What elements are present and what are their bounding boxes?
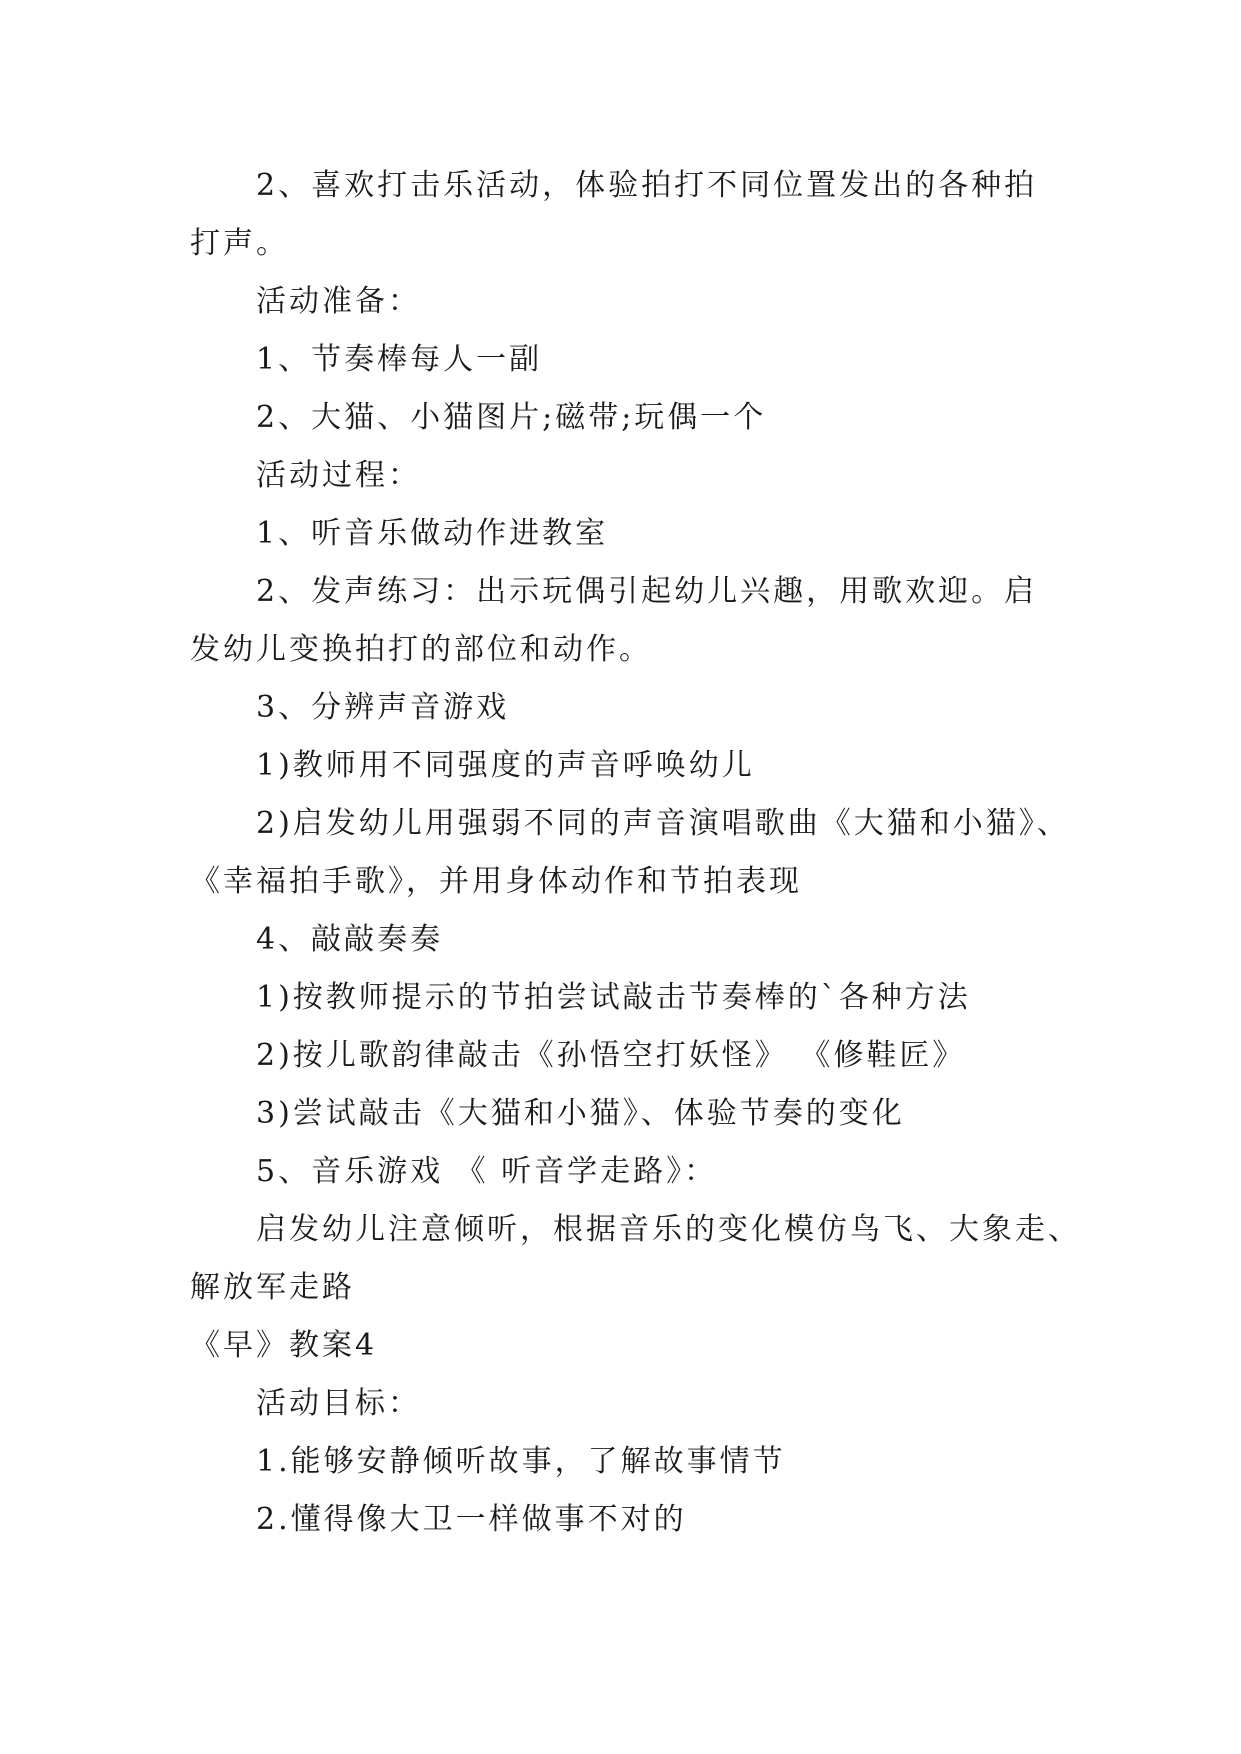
section-heading: 活动过程： xyxy=(256,458,421,493)
text-line: 发幼儿变换拍打的部位和动作。 xyxy=(190,632,652,667)
text-line: 1、节奏棒每人一副 xyxy=(256,342,543,377)
text-line: 5、音乐游戏 《 听音学走路》： xyxy=(256,1154,718,1189)
section-heading: 活动准备： xyxy=(256,284,421,319)
lesson-title: 《早》教案4 xyxy=(190,1328,378,1363)
text-line: 1、听音乐做动作进教室 xyxy=(256,516,609,551)
text-line: 打声。 xyxy=(190,226,289,261)
text-line: 1.能够安静倾听故事，了解故事情节 xyxy=(256,1444,786,1479)
section-heading: 活动目标： xyxy=(256,1386,421,1421)
text-line: 1)按教师提示的节拍尝试敲击节奏棒的`各种方法 xyxy=(256,980,971,1015)
text-line: 2、大猫、小猫图片;磁带;玩偶一个 xyxy=(256,400,767,435)
text-line: 2、发声练习：出示玩偶引起幼儿兴趣，用歌欢迎。启 xyxy=(256,574,1038,609)
text-line: 2)按儿歌韵律敲击《孙悟空打妖怪》 《修鞋匠》 xyxy=(256,1038,966,1073)
text-line: 启发幼儿注意倾听，根据音乐的变化模仿鸟飞、大象走、 xyxy=(256,1212,1081,1247)
text-line: 《幸福拍手歌》，并用身体动作和节拍表现 xyxy=(190,864,802,899)
text-line: 2.懂得像大卫一样做事不对的 xyxy=(256,1502,687,1537)
text-line: 4、敲敲奏奏 xyxy=(256,922,444,957)
text-line: 2)启发幼儿用强弱不同的声音演唱歌曲《大猫和小猫》、 xyxy=(256,806,1070,841)
text-line: 3、分辨声音游戏 xyxy=(256,690,510,725)
text-line: 解放军走路 xyxy=(190,1270,355,1305)
text-line: 2、喜欢打击乐活动，体验拍打不同位置发出的各种拍 xyxy=(256,168,1038,203)
text-line: 3)尝试敲击《大猫和小猫》、体验节奏的变化 xyxy=(256,1096,905,1131)
text-line: 1)教师用不同强度的声音呼唤幼儿 xyxy=(256,748,755,783)
